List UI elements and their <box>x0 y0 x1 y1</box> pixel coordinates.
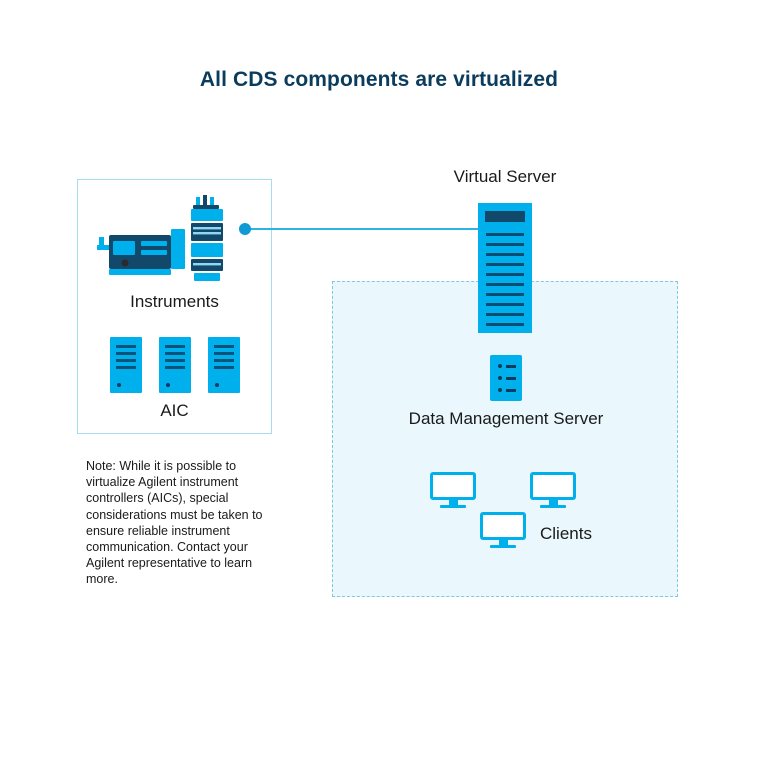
connector-line <box>244 228 491 230</box>
aic-label: AIC <box>160 401 189 420</box>
aic-icon <box>208 337 240 393</box>
clients-label: Clients <box>540 524 592 543</box>
note-text: Note: While it is possible to virtualize Agilent instrument controllers (AICs), special considerations must be taken to ensure reliable instrument communication. Contact your Agilent representative to learn more. <box>86 459 263 587</box>
data-management-server-icon <box>490 355 522 401</box>
client-monitor-icon <box>530 472 576 508</box>
instruments-label: Instruments <box>130 292 219 311</box>
instrument-illustration <box>95 195 255 290</box>
aic-icon <box>110 337 142 393</box>
client-monitor-icon <box>480 512 526 548</box>
data-management-server-label: Data Management Server <box>408 409 604 428</box>
aic-group <box>100 337 250 393</box>
client-monitor-icon <box>430 472 476 508</box>
page-title: All CDS components are virtualized <box>199 68 559 91</box>
virtual-server-label: Virtual Server <box>453 167 557 186</box>
connector-dot <box>239 223 251 235</box>
aic-icon <box>159 337 191 393</box>
instrument-icon <box>95 195 255 290</box>
virtual-server-icon <box>478 203 532 333</box>
